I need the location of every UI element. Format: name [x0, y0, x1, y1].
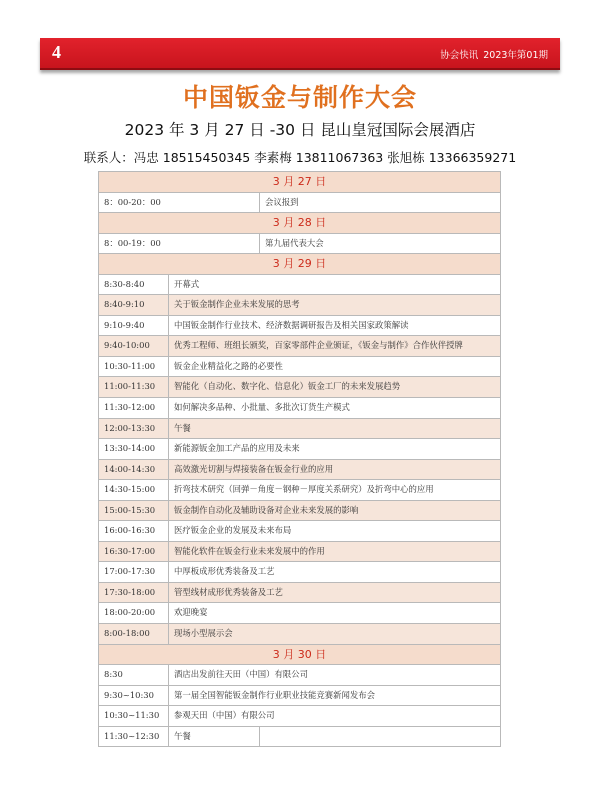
table-row — [99, 562, 501, 583]
table-row — [99, 274, 501, 295]
table-row — [99, 685, 501, 706]
item-cell: 午餐 — [169, 418, 501, 439]
day-header-row — [99, 254, 501, 275]
time-cell: 14:30-15:00 — [99, 480, 169, 501]
section-name: 协会快讯 — [440, 50, 479, 61]
table-row — [99, 336, 501, 357]
contact-3: 张旭栋 13366359271 — [387, 150, 517, 165]
header-bar — [40, 38, 560, 70]
table-row — [99, 377, 501, 398]
table-row — [99, 356, 501, 377]
table-row — [99, 726, 501, 747]
time-cell: 10:30-11:00 — [99, 356, 169, 377]
time-cell: 11:00-11:30 — [99, 377, 169, 398]
time-cell: 8:30 — [99, 665, 169, 686]
day-header-3-30: 3 月 30 日 — [99, 644, 501, 665]
item-cell: 午餐 — [169, 726, 260, 747]
item-cell: 开幕式 — [169, 274, 501, 295]
day-header-3-29: 3 月 29 日 — [99, 254, 501, 275]
table-row — [99, 521, 501, 542]
table-row — [99, 603, 501, 624]
time-cell: 11:30~12:30 — [99, 726, 169, 747]
item-cell: 中国钣金制作行业技术、经济数据调研报告及相关国家政策解读 — [169, 315, 501, 336]
item-cell: 酒店出发前往天田（中国）有限公司 — [169, 665, 501, 686]
issue-number: 2023年第01期 — [483, 50, 548, 61]
time-cell: 12:00-13:30 — [99, 418, 169, 439]
time-cell: 15:00-15:30 — [99, 500, 169, 521]
day-header-3-27: 3 月 27 日 — [99, 172, 501, 193]
time-cell: 18:00-20:00 — [99, 603, 169, 624]
item-cell: 中厚板成形优秀装备及工艺 — [169, 562, 501, 583]
time-cell: 10:30~11:30 — [99, 706, 169, 727]
item-cell: 管型线材成形优秀装备及工艺 — [169, 582, 501, 603]
page-number: 4 — [52, 42, 61, 62]
event-date-venue: 2023 年 3 月 27 日 -30 日 昆山皇冠国际会展酒店 — [124, 121, 476, 139]
item-cell: 高效激光切割与焊接装备在钣金行业的应用 — [169, 459, 501, 480]
table-row — [99, 439, 501, 460]
item-cell: 关于钣金制作企业未来发展的思考 — [169, 295, 501, 316]
table-row — [99, 315, 501, 336]
time-cell: 9:30~10:30 — [99, 685, 169, 706]
time-cell: 9:10-9:40 — [99, 315, 169, 336]
table-row — [99, 624, 501, 645]
page-title: 中国钣金与制作大会 — [182, 83, 417, 112]
table-row — [99, 582, 501, 603]
time-cell: 8:30-8:40 — [99, 274, 169, 295]
table-row — [99, 418, 501, 439]
contacts-line — [0, 148, 600, 166]
table-row — [99, 480, 501, 501]
day-header-row — [99, 213, 501, 234]
item-cell: 钣金企业精益化之路的必要性 — [169, 356, 501, 377]
day-header-3-28: 3 月 28 日 — [99, 213, 501, 234]
item-cell: 欢迎晚宴 — [169, 603, 501, 624]
contact-1: 联系人：冯忠 18515450345 — [83, 150, 251, 165]
item-cell: 第九届代表大会 — [260, 233, 501, 254]
time-cell: 16:00-16:30 — [99, 521, 169, 542]
time-cell: 17:00-17:30 — [99, 562, 169, 583]
table-row — [99, 500, 501, 521]
schedule-table — [98, 171, 501, 747]
table-row — [99, 706, 501, 727]
contact-2: 李素梅 13811067363 — [254, 150, 384, 165]
table-row — [99, 541, 501, 562]
time-cell: 8：00-20：00 — [99, 192, 260, 213]
time-cell: 17:30-18:00 — [99, 582, 169, 603]
item-cell: 医疗钣金企业的发展及未来布局 — [169, 521, 501, 542]
time-cell: 13:30-14:00 — [99, 439, 169, 460]
table-row — [99, 295, 501, 316]
table-row — [99, 192, 501, 213]
time-cell: 9:40-10:00 — [99, 336, 169, 357]
item-cell: 智能化软件在钣金行业未来发展中的作用 — [169, 541, 501, 562]
item-cell: 钣金制作自动化及辅助设备对企业未来发展的影响 — [169, 500, 501, 521]
time-cell: 8：00-19：00 — [99, 233, 260, 254]
time-cell: 11:30-12:00 — [99, 398, 169, 419]
empty-cell — [260, 726, 501, 747]
item-cell: 新能源钣金加工产品的应用及未来 — [169, 439, 501, 460]
header-text — [440, 47, 548, 61]
time-cell: 14:00-14:30 — [99, 459, 169, 480]
table-row — [99, 233, 501, 254]
day-header-row — [99, 172, 501, 193]
item-cell: 智能化（自动化、数字化、信息化）钣金工厂的未来发展趋势 — [169, 377, 501, 398]
table-row — [99, 665, 501, 686]
time-cell: 16:30-17:00 — [99, 541, 169, 562]
table-row — [99, 459, 501, 480]
item-cell: 如何解决多品种、小批量、多批次订货生产模式 — [169, 398, 501, 419]
item-cell: 会议报到 — [260, 192, 501, 213]
item-cell: 现场小型展示会 — [169, 624, 501, 645]
item-cell: 优秀工程师、班组长颁奖，百家零部件企业颁证，《钣金与制作》合作伙伴授牌 — [169, 336, 501, 357]
time-cell: 8:40-9:10 — [99, 295, 169, 316]
item-cell: 折弯技术研究（回弹－角度－钢种－厚度关系研究）及折弯中心的应用 — [169, 480, 501, 501]
table-row — [99, 398, 501, 419]
time-cell: 8:00-18:00 — [99, 624, 169, 645]
schedule-body — [99, 172, 501, 747]
day-header-row — [99, 644, 501, 665]
item-cell: 第一届全国智能钣金制作行业职业技能竞赛新闻发布会 — [169, 685, 501, 706]
item-cell: 参观天田（中国）有限公司 — [169, 706, 501, 727]
